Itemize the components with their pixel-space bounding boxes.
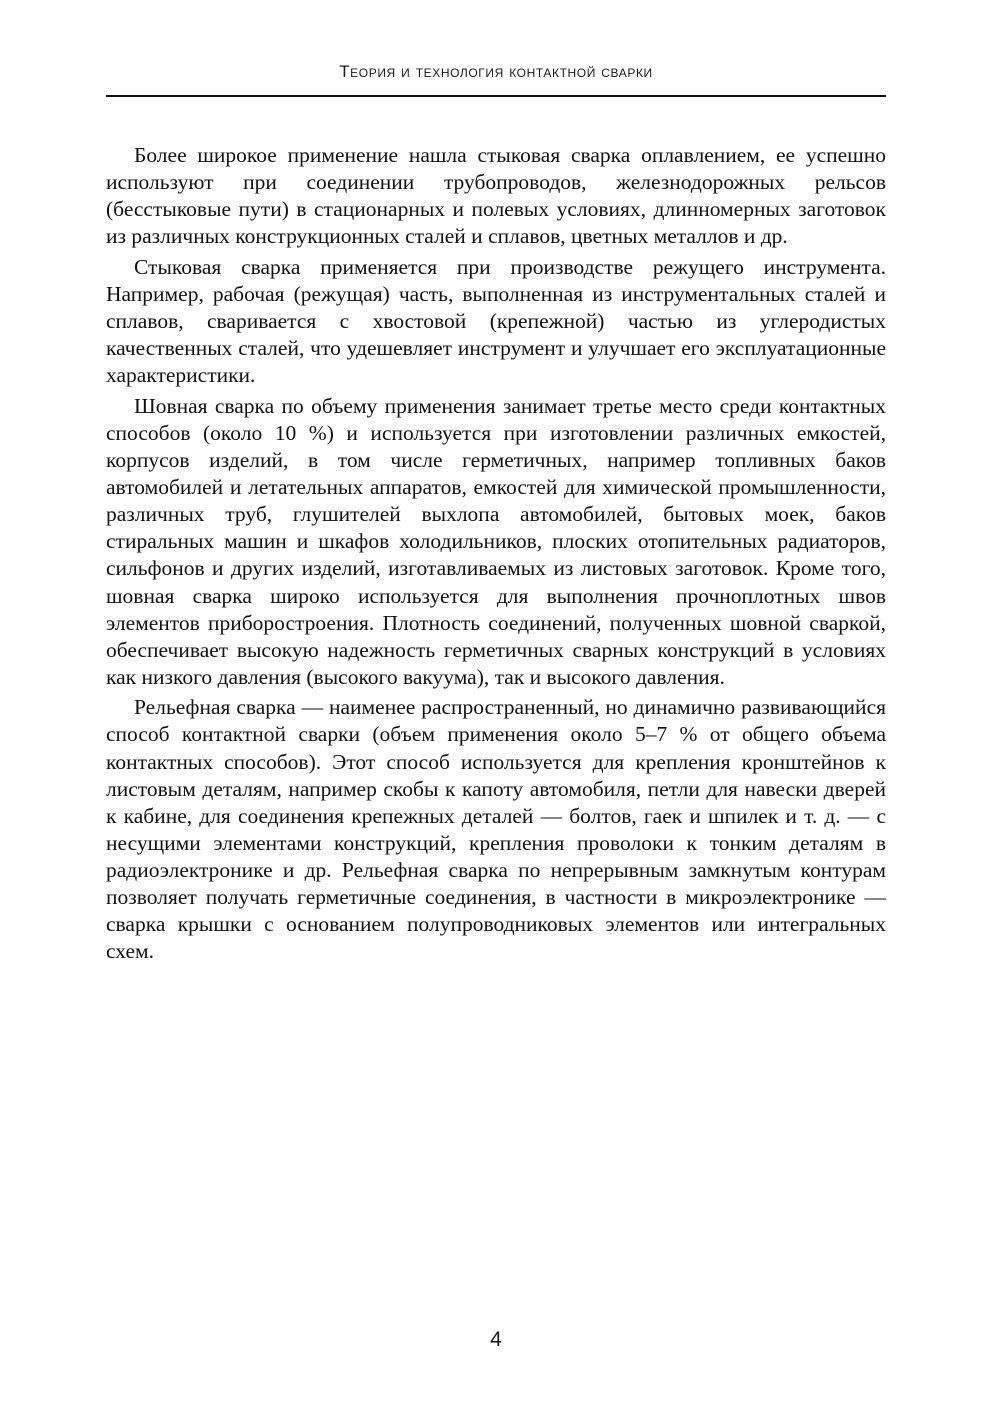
paragraph-butt-welding-tools: Стыковая сварка применяется при производстве режущего инструмента. Например, рабочая (режущая) часть, выполненная из инструментальных сталей и сплавов, сваривается с хвостовой (крепежной) частью из углеродистых качественных сталей, что удешевляет инструмент и улучшает его эксплуатационные характеристики. <box>106 254 886 388</box>
paragraph-seam-welding: Шовная сварка по объему применения занимает третье место среди контактных способов (около 10 %) и используется при изготовлении различных емкостей, корпусов изделий, в том числе герметичных, например топливных баков автомобилей и летательных аппаратов, емкостей для химической промышленности, различных труб, глушителей выхлопа автомобилей, бытовых моек, баков стиральных машин и шкафов холодильников, плоских отопительных радиаторов, сильфонов и других изделий, изготавливаемых из листовых заготовок. Кроме того, шовная сварка широко используется для выполнения прочноплотных швов элементов приборостроения. Плотность соединений, полученных шовной сваркой, обеспечивает высокую надежность герметичных сварных конструкций в условиях как низкого давления (высокого вакуума), так и высокого давления. <box>106 393 886 689</box>
header-rule <box>106 95 886 97</box>
page-number: 4 <box>490 1328 502 1351</box>
paragraph-flash-butt-welding: Более широкое применение нашла стыковая сварка оплавлением, ее успешно используют при соединении трубопроводов, железнодорожных рельсов (бесстыковые пути) в стационарных и полевых условиях, длинномерных заготовок из различных конструкционных сталей и сплавов, цветных металлов и др. <box>106 143 886 249</box>
paragraph-projection-welding: Рельефная сварка — наименее распространенный, но динамично развивающийся способ контактной сварки (объем применения около 5–7 % от общего объема контактных способов). Этот способ используется для крепления кронштейнов к листовым деталям, например скобы к капоту автомобиля, петли для навески дверей к кабине, для соединения крепежных деталей — болтов, гаек и шпилек и т. д. — с несущими элементами конструкций, крепления проволоки к тонким деталям в радиоэлектронике и др. Рельефная сварка по непрерывным замкнутым контурам позволяет получать герметичные соединения, в частности в микроэлектронике — сварка крышки с основанием полупроводниковых элементов или интегральных схем. <box>106 695 886 964</box>
body-text <box>106 142 886 969</box>
running-header: Теория и технология контактной сварки <box>339 62 653 81</box>
